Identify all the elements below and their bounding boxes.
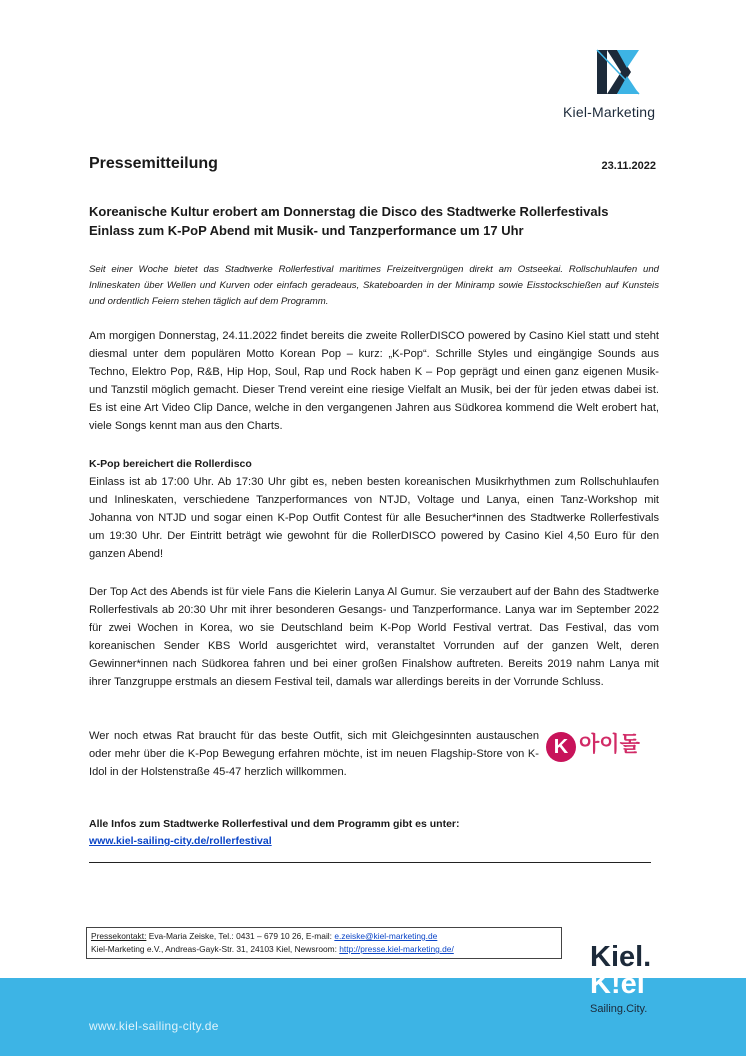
km-logo-icon [593,46,643,98]
page-title: Pressemitteilung [89,155,218,172]
kidol-k-icon: K [546,732,576,762]
kidol-wordmark: 아이돌 [579,733,640,756]
headline-line-2: Einlass zum K-PoP Abend mit Musik- und Tanzperformance um 17 Uhr [89,223,524,238]
footer-url: www.kiel-sailing-city.de [89,1019,219,1033]
rollerfestival-link[interactable]: www.kiel-sailing-city.de/rollerfestival [89,835,272,847]
intro-text: Seit einer Woche bietet das Stadtwerke Rollerfestival maritimes Freizeitvergnügen direkt am Ostseekai. Rollschuhlaufen und Inlineskaten über Wellen und Kurven oder einfach geradeaus, Skateboarden in der Miniramp sowie Eisstockschießen auf Kunsteis und ordentlich Feiern stehen täglich auf dem Programm. [89,264,659,307]
divider [89,862,651,863]
release-date: 23.11.2022 [601,160,656,172]
headline [89,202,659,240]
paragraph-2: Einlass ist ab 17:00 Uhr. Ab 17:30 Uhr gibt es, neben besten koreanischen Musikrhythmen zum Rollschuhlaufen und Inlineskaten, verschiedene Tanzperformances von NTJD, Voltage und Lanya, einen Tanz-Workshop mit Johanna von NTJD und sogar einen K-Pop Outfit Contest für alle Besucher*innen des Stadtwerke Rollerfestivals um 19:30 Uhr. Der Eintritt beträgt wie gewohnt für die RollerDISCO powered by Casino Kiel 4,50 Euro für den ganzen Abend! [89,476,659,560]
section-subhead: K-Pop bereichert die Rollerdisco [89,458,252,470]
paragraph-1: Am morgigen Donnerstag, 24.11.2022 findet bereits die zweite RollerDISCO powered by Casino Kiel statt und steht diesmal unter dem populären Motto Korean Pop – kurz: „K-Pop“. Schrille Styles und eingängige Sounds aus Techno, Elektro Pop, R&B, Hip Hop, Soul, Rap und Rock haben K – Pop geprägt und einen ganz eigenen Musik- und Tanzstil möglich gemacht. Dieser Trend vereint eine riesige Vielfalt an Musik, bei der für jeden etwas dabei ist. Es ist eine Art Video Clip Dance, welche in den vergangenen Jahren aus Südkorea kommend die Welt erobert hat, viele Songs kennt man aus den Charts. [89,330,659,432]
contact-address: Kiel-Marketing e.V., Andreas-Gayk-Str. 31, 24103 Kiel, Newsroom: [91,944,340,954]
contact-email-link[interactable]: e.zeiske@kiel-marketing.de [334,931,438,941]
paragraph-4: Wer noch etwas Rat braucht für das beste Outfit, sich mit Gleichgesinnten austauschen oder mehr über die K-Pop Bewegung erfahren möchte, ist im neuen Flagship-Store von K-Idol in der Holstenstraße 45-47 herzlich willkommen. [89,730,539,778]
info-text: Alle Infos zum Stadtwerke Rollerfestival und dem Programm gibt es unter: [89,818,460,830]
paragraph-2-block [89,455,659,563]
contact-label: Pressekontakt: [91,931,147,941]
contact-line-1 [91,930,557,943]
press-contact-box [86,927,562,959]
contact-details: Eva-Maria Zeiske, Tel.: 0431 – 679 10 26, E-mail: [146,931,335,941]
kiel-sailing-city-logo [590,943,680,1015]
headline-line-1: Koreanische Kultur erobert am Donnerstag die Disco des Stadtwerke Rollerfestivals [89,204,609,219]
paragraph-3: Der Top Act des Abends ist für viele Fans die Kielerin Lanya Al Gumur. Sie verzaubert auf der Bahn des Stadtwerke Rollerfestivals ab 20:30 Uhr mit ihrer besonderen Gesangs- und Tanzperformance. Lanya war im September 2022 für zwei Wochen in Korea, wo sie Deutschland beim K-Pop World Festival vertrat. Das Festival, das vom koreanischen Sender KBS World ausgerichtet wird, veranstaltet Vorrunden auf der ganzen Welt, deren Gewinner*innen nach Südkorea fahren und bei einer großen Finalshow auftreten. Bereits 2019 nahm Lanya mit ihrer Tanzgruppe erstmals an diesem Festival teil, damals war allerdings bereits in der Vorrunde Schluss. [89,586,659,688]
kiel-tagline: Sailing.City. [590,1003,648,1015]
kiel-wordmark-bottom: K!el [590,968,645,1000]
kiel-marketing-logo [563,46,675,120]
contact-line-2 [91,943,557,956]
brand-name: Kiel-Marketing [563,104,656,120]
info-block [89,816,659,850]
kiel-wordmark-top: Kiel. [590,941,652,973]
newsroom-link[interactable]: http://presse.kiel-marketing.de/ [339,944,454,954]
kidol-logo [546,727,666,763]
